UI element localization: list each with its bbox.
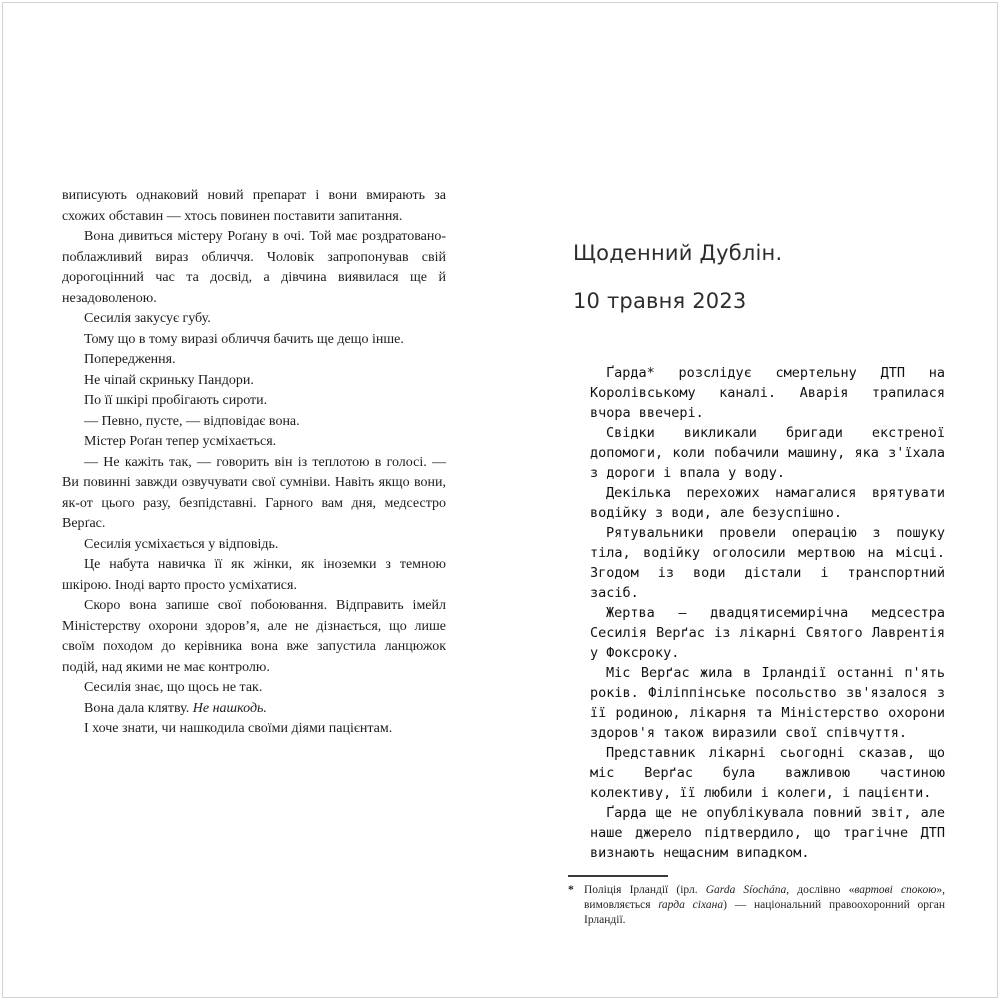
book-paragraph: [62, 371, 446, 392]
book-paragraph: [62, 555, 446, 596]
italic-text: ґарда сіхана: [658, 899, 724, 911]
italic-text: Garda Síochána: [705, 884, 787, 896]
text-segment: виписують однаковий новий препарат і вони вмирають за схожих обставин — хтось повинен поставити запитання.: [62, 188, 446, 224]
text-segment: Сесилія закусує губу.: [84, 311, 211, 326]
book-paragraph: [62, 432, 446, 453]
article-paragraph: Ґарда ще не опублікувала повний звіт, але наше джерело підтвердило, що трагічне ДТП визнають нещасним випадком.: [590, 805, 945, 861]
text-segment: , дослівно «: [786, 884, 855, 896]
article-paragraph: Жертва — двадцятисемирічна медсестра Сесилія Верґас із лікарні Святого Лаврентія у Фоксроку.: [590, 605, 945, 661]
book-paragraph: [62, 412, 446, 433]
article-paragraph: Міс Верґас жила в Ірландії останні п'ять років. Філіппінське посольство зв'язалося з її родиною, лікарня та Міністерство охорони здоров'я також виразили свої співчуття.: [590, 665, 945, 741]
book-paragraph: [62, 719, 446, 740]
book-paragraph: [62, 699, 446, 720]
footnote-body: [584, 884, 945, 926]
footnote-separator: [568, 875, 668, 877]
text-segment: По її шкірі пробігають сироти.: [84, 393, 268, 408]
text-segment: І хоче знати, чи нашкодила своїми діями пацієнтам.: [84, 721, 393, 736]
article-paragraph: Ґарда* розслідує смертельну ДТП на Королівському каналі. Аварія трапилася вчора ввечері.: [590, 365, 945, 421]
book-paragraph: [62, 678, 446, 699]
text-segment: Скоро вона запише свої побоювання. Відправить імейл Міністерству охорони здоров’я, але не дізнається, що лише своїм походом до керівника вона вже запустила ланцюжок подій, над якими не має контролю.: [62, 598, 446, 675]
text-segment: Не чіпай скриньку Пандори.: [84, 372, 254, 388]
footnote-marker: *: [568, 884, 574, 896]
right-page: [568, 240, 945, 928]
left-page-text: [62, 186, 446, 740]
book-paragraph: [62, 350, 446, 371]
article-paragraph: Представник лікарні сьогодні сказав, що міс Верґас була важливою частиною колективу, її любили і колеги, і пацієнти.: [590, 745, 945, 801]
text-segment: Поліція Ірландії (ірл.: [584, 884, 706, 896]
text-segment: Сесилія усміхається у відповідь.: [84, 536, 279, 552]
text-segment: ) — національний правоохоронний орган Ірландії.: [584, 899, 945, 926]
text-segment: », вимовляється: [584, 884, 945, 911]
newspaper-article: [590, 363, 945, 863]
book-paragraph: [62, 596, 446, 678]
text-segment: Вона дивиться містеру Роґану в очі. Той має роздратовано-поблажливий вираз обличчя. Чоловік запропонував свій дорогоцінний час та досвід, а дівчина виявилася ще й незадоволеною.: [62, 229, 446, 306]
book-paragraph: [62, 186, 446, 227]
book-paragraph: [62, 391, 446, 412]
newspaper-title: Щоденний Дублін.: [573, 241, 783, 265]
text-segment: Тому що в тому виразі обличчя бачить ще дещо інше.: [84, 331, 404, 347]
book-paragraph: [62, 330, 446, 351]
footnote-text: [568, 883, 945, 928]
text-segment: Попередження.: [84, 352, 176, 367]
book-paragraph: [62, 227, 446, 309]
italic-text: вартові спокою: [854, 884, 937, 896]
book-paragraph: [62, 535, 446, 556]
text-segment: Сесилія знає, що щось не так.: [84, 680, 263, 695]
article-paragraph: Декілька перехожих намагалися врятувати водійку з води, але безуспішно.: [590, 485, 945, 521]
text-segment: Містер Роґан тепер усміхається.: [84, 434, 277, 449]
book-paragraph: [62, 309, 446, 330]
text-segment: Вона дала клятву.: [84, 700, 193, 716]
text-segment: — Певно, пусте, — відповідає вона.: [84, 413, 300, 429]
newspaper-date: 10 травня 2023: [573, 289, 747, 313]
italic-text: Не нашкодь.: [192, 700, 267, 716]
article-paragraph: Рятувальники провели операцію з пошуку тіла, водійку оголосили мертвою на місці. Згодом із води дістали і транспортний засіб.: [590, 525, 945, 601]
article-paragraph: Свідки викликали бригади екстреної допомоги, коли побачили машину, яка з'їхала з дороги і впала у воду.: [590, 425, 945, 481]
footnote: [568, 875, 945, 928]
book-paragraph: [62, 453, 446, 535]
text-segment: Це набута навичка її як жінки, як іноземки з темною шкірою. Іноді варто просто усміхатися.: [62, 557, 446, 593]
text-segment: — Не кажіть так, — говорить він із теплотою в голосі. — Ви повинні завжди озвучувати свої сумніви. Навіть якщо вони, як-от цього разу, безпідставні. Гарного вам дня, медсестро Верґас.: [62, 454, 446, 531]
